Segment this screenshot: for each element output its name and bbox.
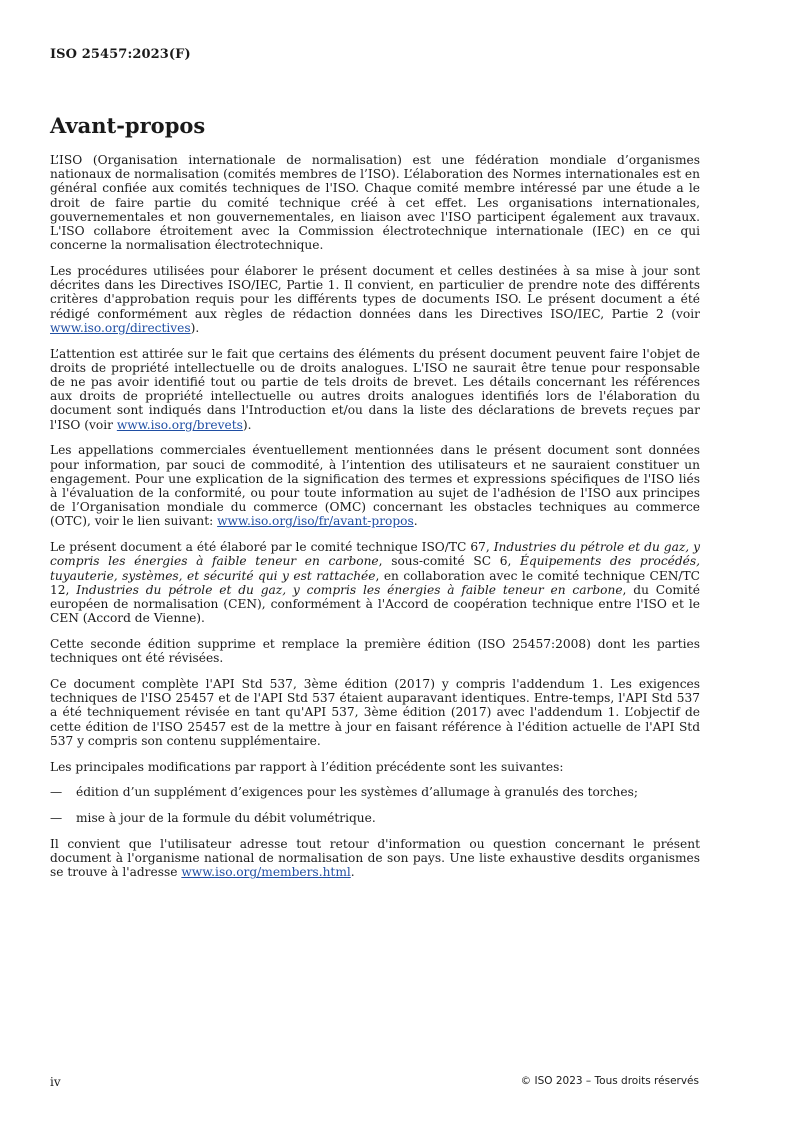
paragraph-procedures: Les procédures utilisées pour élaborer le présent document et celles destinées à sa mise à jour sont décrites dans les Directives ISO/IEC, Partie 1. Il convient, en particulier de prendre note des différents critères d'approbation requis pour les différents types de documents ISO. Le présent document a été rédigé conformément aux règles de rédaction données dans les Directives ISO/IEC, Partie 2 (voir www.iso.org/directives). [50, 264, 700, 335]
paragraph-trade-names: Les appellations commerciales éventuellement mentionnées dans le présent document sont données pour information, par souci de commodité, à l’intention des utilisateurs et ne sauraient constituer un engagement. Pour une explication de la signification des termes et expressions spécifiques de l'ISO liés à l'évaluation de la conformité, ou pour toute information au sujet de l'adhésion de l'ISO aux principes de l’Organisation mondiale du commerce (OMC) concernant les obstacles techniques au commerce (OTC), voir le lien suivant: www.iso.org/iso/fr/avant-propos. [50, 443, 700, 529]
directives-link[interactable]: www.iso.org/directives [50, 320, 191, 335]
document-id: ISO 25457:2023(F) [50, 47, 191, 62]
list-item: — mise à jour de la formule du débit volumétrique. [50, 811, 376, 826]
page-number: iv [50, 1075, 61, 1089]
foreword-link[interactable]: www.iso.org/iso/fr/avant-propos [217, 514, 414, 529]
copyright-notice: © ISO 2023 – Tous droits réservés [520, 1075, 699, 1087]
list-item: — édition d’un supplément d’exigences pour les systèmes d’allumage à granulés des torches; [50, 785, 638, 800]
paragraph-committee: Le présent document a été élaboré par le comité technique ISO/TC 67, Industries du pétrole et du gaz, y compris les énergies à faible teneur en carbone, sous-comité SC 6, Équipements des procédés, tuyauterie, systèmes, et sécurité qui y est rattachée, en collaboration avec le comité technique CEN/TC 12, Industries du pétrole et du gaz, y compris les énergies à faible teneur en carbone, du Comité européen de normalisation (CEN), conformément à l'Accord de coopération technique entre l'ISO et le CEN (Accord de Vienne). [50, 540, 701, 626]
paragraph-changes-intro: Les principales modifications par rapport à l’édition précédente sont les suivantes: [50, 759, 564, 774]
paragraph-patents: L’attention est attirée sur le fait que certains des éléments du présent document peuvent faire l'objet de droits de propriété intellectuelle ou de droits analogues. L'ISO ne saurait être tenue pour responsable de ne pas avoir identifié tout ou partie de tels droits de brevet. Les détails concernant les références aux droits de propriété intellectuelle ou autres droits analogues identifiés lors de l'élaboration du document sont indiqués dans l'Introduction et/ou dans la liste des déclarations de brevets reçues par l'ISO (voir www.iso.org/brevets). [50, 346, 700, 432]
paragraph-feedback: Il convient que l'utilisateur adresse tout retour d'information ou question concernant le présent document à l'organisme national de normalisation de son pays. Une liste exhaustive desdits organismes se trouve à l'adresse www.iso.org/members.html. [50, 837, 700, 880]
paragraph-api: Ce document complète l'API Std 537, 3ème édition (2017) y compris l'addendum 1. Les exigences techniques de l'ISO 25457 et de l'API Std 537 étaient auparavant identiques. Entre-temps, l'API Std 537 a été techniquement révisée en tant qu'API 537, 3ème édition (2017) avec l'addendum 1. L’objectif de cette édition de l'ISO 25457 est de la mettre à jour en faisant référence à l'édition actuelle de l'API Std 537 y compris son contenu supplémentaire. [50, 677, 700, 748]
paragraph-iso-intro: L’ISO (Organisation internationale de normalisation) est une fédération mondiale d’organismes nationaux de normalisation (comités membres de l’ISO). L’élaboration des Normes internationales est en général confiée aux comités techniques de l'ISO. Chaque comité membre intéressé par une étude a le droit de faire partie du comité technique créé à cet effet. Les organisations internationales, gouvernementales et non gouvernementales, en liaison avec l'ISO participent également aux travaux. L'ISO collabore étroitement avec la Commission électrotechnique internationale (IEC) en ce qui concerne la normalisation électrotechnique. [50, 153, 700, 253]
dash-marker: — [50, 811, 63, 826]
page-title: Avant-propos [50, 113, 206, 138]
members-link[interactable]: www.iso.org/members.html [181, 865, 351, 880]
paragraph-edition: Cette seconde édition supprime et remplace la première édition (ISO 25457:2008) dont les parties techniques ont été révisées. [50, 637, 700, 666]
foreword-body [50, 153, 700, 891]
patents-link[interactable]: www.iso.org/brevets [116, 417, 243, 432]
dash-marker: — [50, 785, 63, 800]
